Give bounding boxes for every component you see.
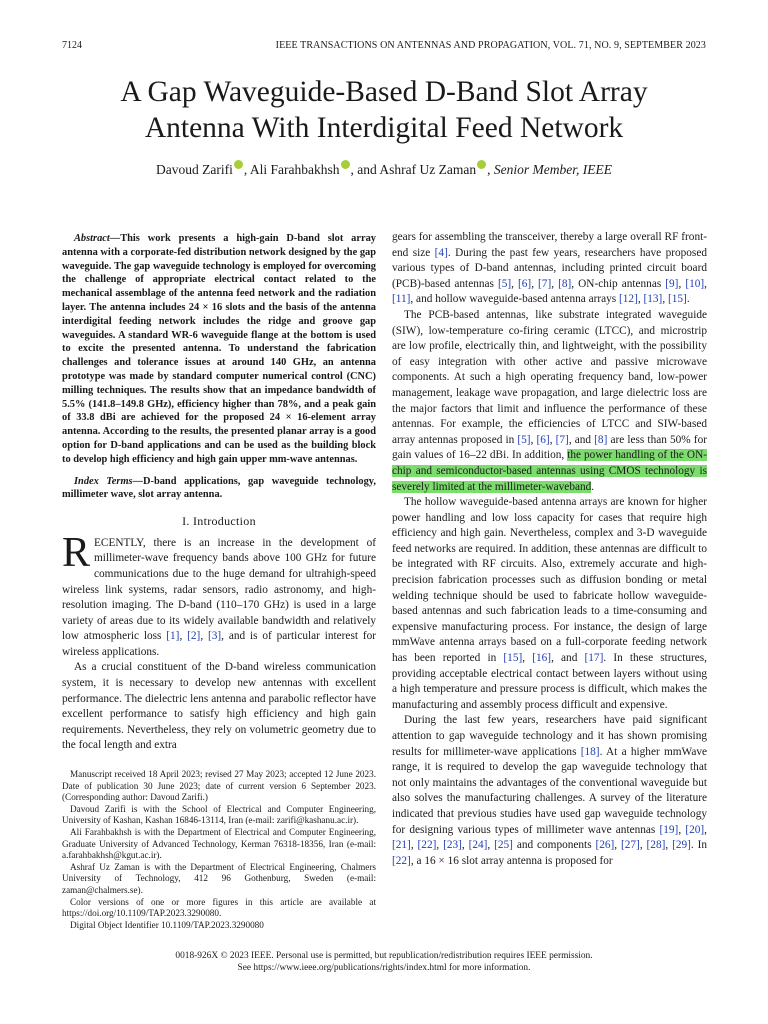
citation-link[interactable]: [7] xyxy=(538,277,552,290)
citation-link[interactable]: [5] xyxy=(517,433,531,446)
intro-paragraph-2: As a crucial constituent of the D-band wireless communication system, it is necessary to develop new antennas with excellent performance. The dielectric lens antenna and parabolic reflector have excellent performance to satisfy high efficiency and high gain requirements. Nevertheless, they rely on volumetric geometry due to the focal length and extra xyxy=(62,661,376,752)
citation-link[interactable]: [25] xyxy=(494,839,513,852)
copyright-line-2: See https://www.ieee.org/publications/rights/index.html for more information. xyxy=(237,963,531,973)
author-list: Davoud Zarifi , Ali Farahbakhsh , and Ashraf Uz Zaman , Senior Member, IEEE xyxy=(156,162,612,177)
citation-link[interactable]: [18] xyxy=(580,745,600,758)
footnote-author-1: Davoud Zarifi is with the School of Electrical and Computer Engineering, University of Kashan, Kashan 16846-13114, Iran (e-mail: zarifi@kashanu.ac.ir). xyxy=(62,803,376,826)
page-number: 7124 xyxy=(62,40,82,51)
citation-link[interactable]: [8] xyxy=(558,277,572,290)
citation-link[interactable]: [8] xyxy=(594,433,608,446)
footnote-author-2: Ali Farahbakhsh is with the Department of Electrical and Computer Engineering, Graduate University of Advanced Technology, Kerman 76318-18356, Iran (e-mail: a.farahbakhsh@kgut.ac.ir). xyxy=(62,826,376,861)
citation-link[interactable]: [5] xyxy=(497,277,512,290)
section-heading-introduction: I. Introduction xyxy=(182,514,256,529)
footnote-author-3: Ashraf Uz Zaman is with the Department of Electrical Engineering, Chalmers University of Technology, 412 96 Gothenburg, Sweden (e-mail: zaman@chalmers.se). xyxy=(62,861,376,895)
author-3-membership: Senior Member, IEEE xyxy=(493,162,612,177)
copyright-notice xyxy=(0,950,768,974)
citation-link[interactable]: [20] xyxy=(685,823,705,836)
intro-paragraph-1: RECENTLY, there is an increase in the development of millimeter-wave frequency bands above 100 GHz for future communications due to the huge demand for ultrahigh-speed wireless link systems, radar sensors, radio astronomy, and high-resolution imaging. The D-band (110–170 GHz) is used in a large variety of areas due to its widely available bandwidth and relatively low atmospheric loss [1], [2], [3], and is of particular interest for wireless applications. xyxy=(62,529,376,658)
footnote-manuscript: Manuscript received 18 April 2023; revised 27 May 2023; accepted 12 June 2023. Date of publication 30 June 2023; date of current version 6 September 2023. (Corresponding author: Davoud Zarifi.) xyxy=(62,769,376,803)
citation-link[interactable]: [11] xyxy=(392,293,411,306)
author-1: Davoud Zarifi xyxy=(156,162,233,177)
index-terms-label: Index Terms— xyxy=(74,475,143,487)
intro-paragraph-2-continued: gears for assembling the transceiver, thereby a large overall RF front-end size [4]. During the past few years, researchers have proposed various types of D-band antennas, including printed circuit board (PCB)-based antennas [5], [6], [7], [8], ON-chip antennas [9], [10], [11], and hollow waveguide-based antenna arrays [12], [13], [15]. xyxy=(392,231,707,306)
footnotes xyxy=(62,769,376,931)
citation-link[interactable]: [19] xyxy=(659,823,679,836)
highlighted-text: the power handling of the ON-chip and semiconductor-based antennas using CMOS technology is severely limited at the millimeter-waveband xyxy=(392,449,707,493)
citation-link[interactable]: [21] xyxy=(392,839,411,852)
footnote-doi: Digital Object Identifier 10.1109/TAP.2023.3290080 xyxy=(70,919,264,930)
citation-link[interactable]: [22] xyxy=(392,854,411,867)
citation-link[interactable]: [17] xyxy=(584,652,604,665)
copyright-line-1: 0018-926X © 2023 IEEE. Personal use is permitted, but republication/redistribution requires IEEE permission. xyxy=(175,951,593,961)
citation-link[interactable]: [22] xyxy=(417,839,437,852)
author-2: Ali Farahbakhsh xyxy=(249,162,340,177)
citation-link[interactable]: [28] xyxy=(646,839,666,852)
citation-link[interactable]: [16] xyxy=(532,652,552,665)
title-line-1: A Gap Waveguide-Based D-Band Slot Array xyxy=(120,76,648,108)
title-line-2: Antenna With Interdigital Feed Network xyxy=(144,112,624,144)
citation-link[interactable]: [2] xyxy=(187,630,201,643)
drop-cap: R xyxy=(62,529,91,576)
citation-link[interactable]: [6] xyxy=(536,433,550,446)
citation-link[interactable]: [13] xyxy=(643,293,663,306)
citation-link[interactable]: [9] xyxy=(665,277,679,290)
right-column xyxy=(392,230,707,869)
abstract-label: Abstract— xyxy=(74,233,121,244)
index-terms-text: D-band applications, gap waveguide technology, millimeter wave, slot array antenna. xyxy=(62,475,376,501)
footnote-color-versions: Color versions of one or more figures in this article are available at https://doi.org/10.1109/TAP.2023.3290080. xyxy=(62,896,376,919)
orcid-icon[interactable] xyxy=(477,160,486,169)
citation-link[interactable]: [3] xyxy=(207,630,222,643)
citation-link[interactable]: [27] xyxy=(621,839,640,852)
citation-link[interactable]: [10] xyxy=(685,277,705,290)
citation-link[interactable]: [1] xyxy=(166,630,180,643)
citation-link[interactable]: [15] xyxy=(503,652,523,665)
orcid-icon[interactable] xyxy=(234,160,243,169)
running-head: IEEE TRANSACTIONS ON ANTENNAS AND PROPAGATION, VOL. 71, NO. 9, SEPTEMBER 2023 xyxy=(275,40,706,51)
abstract xyxy=(62,232,376,467)
citation-link[interactable]: [12] xyxy=(619,293,638,306)
citation-link[interactable]: [15] xyxy=(667,293,687,306)
citation-link[interactable]: [4] xyxy=(434,246,448,259)
author-3: , and Ashraf Uz Zaman xyxy=(350,162,477,177)
intro-paragraph-3: The PCB-based antennas, like substrate integrated waveguide (SIW), low-temperature co-firing ceramic (LTCC), and microstrip are low profile, electrically thin, and lightweight, with the possibility of easy integration with other active and passive microwave components. At such a high operating frequency band, low-power management, leakage wave propagation, and large dielectric loss are the major factors that limit and influence the performance of these antennas. For example, the efficiencies of LTCC and SIW-based array antennas proposed in [5], [6], [7], and [8] are less than 50% for gain values of 16–22 dBi. In addition, the power handling of the ON-chip and semiconductor-based antennas using CMOS technology is severely limited at the millimeter-waveband. xyxy=(392,308,707,493)
index-terms xyxy=(62,475,376,503)
citation-link[interactable]: [7] xyxy=(555,433,569,446)
left-column xyxy=(62,232,376,754)
citation-link[interactable]: [29] xyxy=(672,839,691,852)
citation-link[interactable]: [6] xyxy=(518,277,532,290)
citation-link[interactable]: [24] xyxy=(468,839,488,852)
orcid-icon[interactable] xyxy=(341,160,350,169)
intro-paragraph-5: During the last few years, researchers have paid significant attention to gap waveguide technology and it has shown promising results for millimeter-wave applications [18]. At a higher mmWave range, it is required to develop the gap waveguide technology that not only maintains the advantages of the conventional waveguide but also solves the manufacturing challenges. A survey of the literature indicated that previous studies have used gap waveguide technology for designing various types of millimeter wave antennas [19], [20], [21], [22], [23], [24], [25] and components [26], [27], [28], [29]. In [22], a 16 × 16 slot array antenna is proposed for xyxy=(392,714,707,867)
citation-link[interactable]: [23] xyxy=(443,839,462,852)
paper-title xyxy=(0,74,768,146)
intro-paragraph-4: The hollow waveguide-based antenna arrays are known for higher power handling and low loss capacity for cases that require high efficiency and high gain. Nevertheless, complex and 3-D waveguide feed networks are required. In addition, these antennas are difficult to be integrated with RF circuits. Also, extremely accurate and high-precision fabrication processes such as diffusion bonding or metal welding technique should be used to fabricate hollow waveguide-based antennas and such fabrication leads to a time-consuming and expensive manufacturing process. For instance, the design of large mmWave antenna arrays based on a full-corporate feeding network has been reported in [15], [16], and [17]. In these structures, providing acceptable electrical contact between layers without using a high temperature and pressure process is difficult, which makes the manufacturing and assembly process difficult and expensive. xyxy=(392,496,707,711)
citation-link[interactable]: [26] xyxy=(595,839,615,852)
abstract-text: This work presents a high-gain D-band slot array antenna with a corporate-fed distribution network designed by the gap waveguide. The gap waveguide technology is employed for overcoming the challenge of appropriate electrical contact related to the mechanical assemblage of the antenna feed network and the radiation layer. The antenna includes 24 × 16 slots and the basis of the antenna interdigital feeding network includes the ridge and groove gap waveguides. A standard WR-6 waveguide flange at the bottom is used to excite the presented antenna. To understand the fabrication challenges and tolerance issues at around 140 GHz, an antenna prototype was made by standard computer numerical control (CNC) milling techniques. The results show that an impedance bandwidth of 5.5% (141.8–149.8 GHz), efficiency higher than 78%, and a peak gain of 33.8 dBi are achieved for the proposed 24 × 16-element array antenna. According to the results, the presented planar array is a good option for D-band applications and can be used as the building block to develop high efficiency and high gain upper mm-wave antennas. xyxy=(62,233,376,465)
